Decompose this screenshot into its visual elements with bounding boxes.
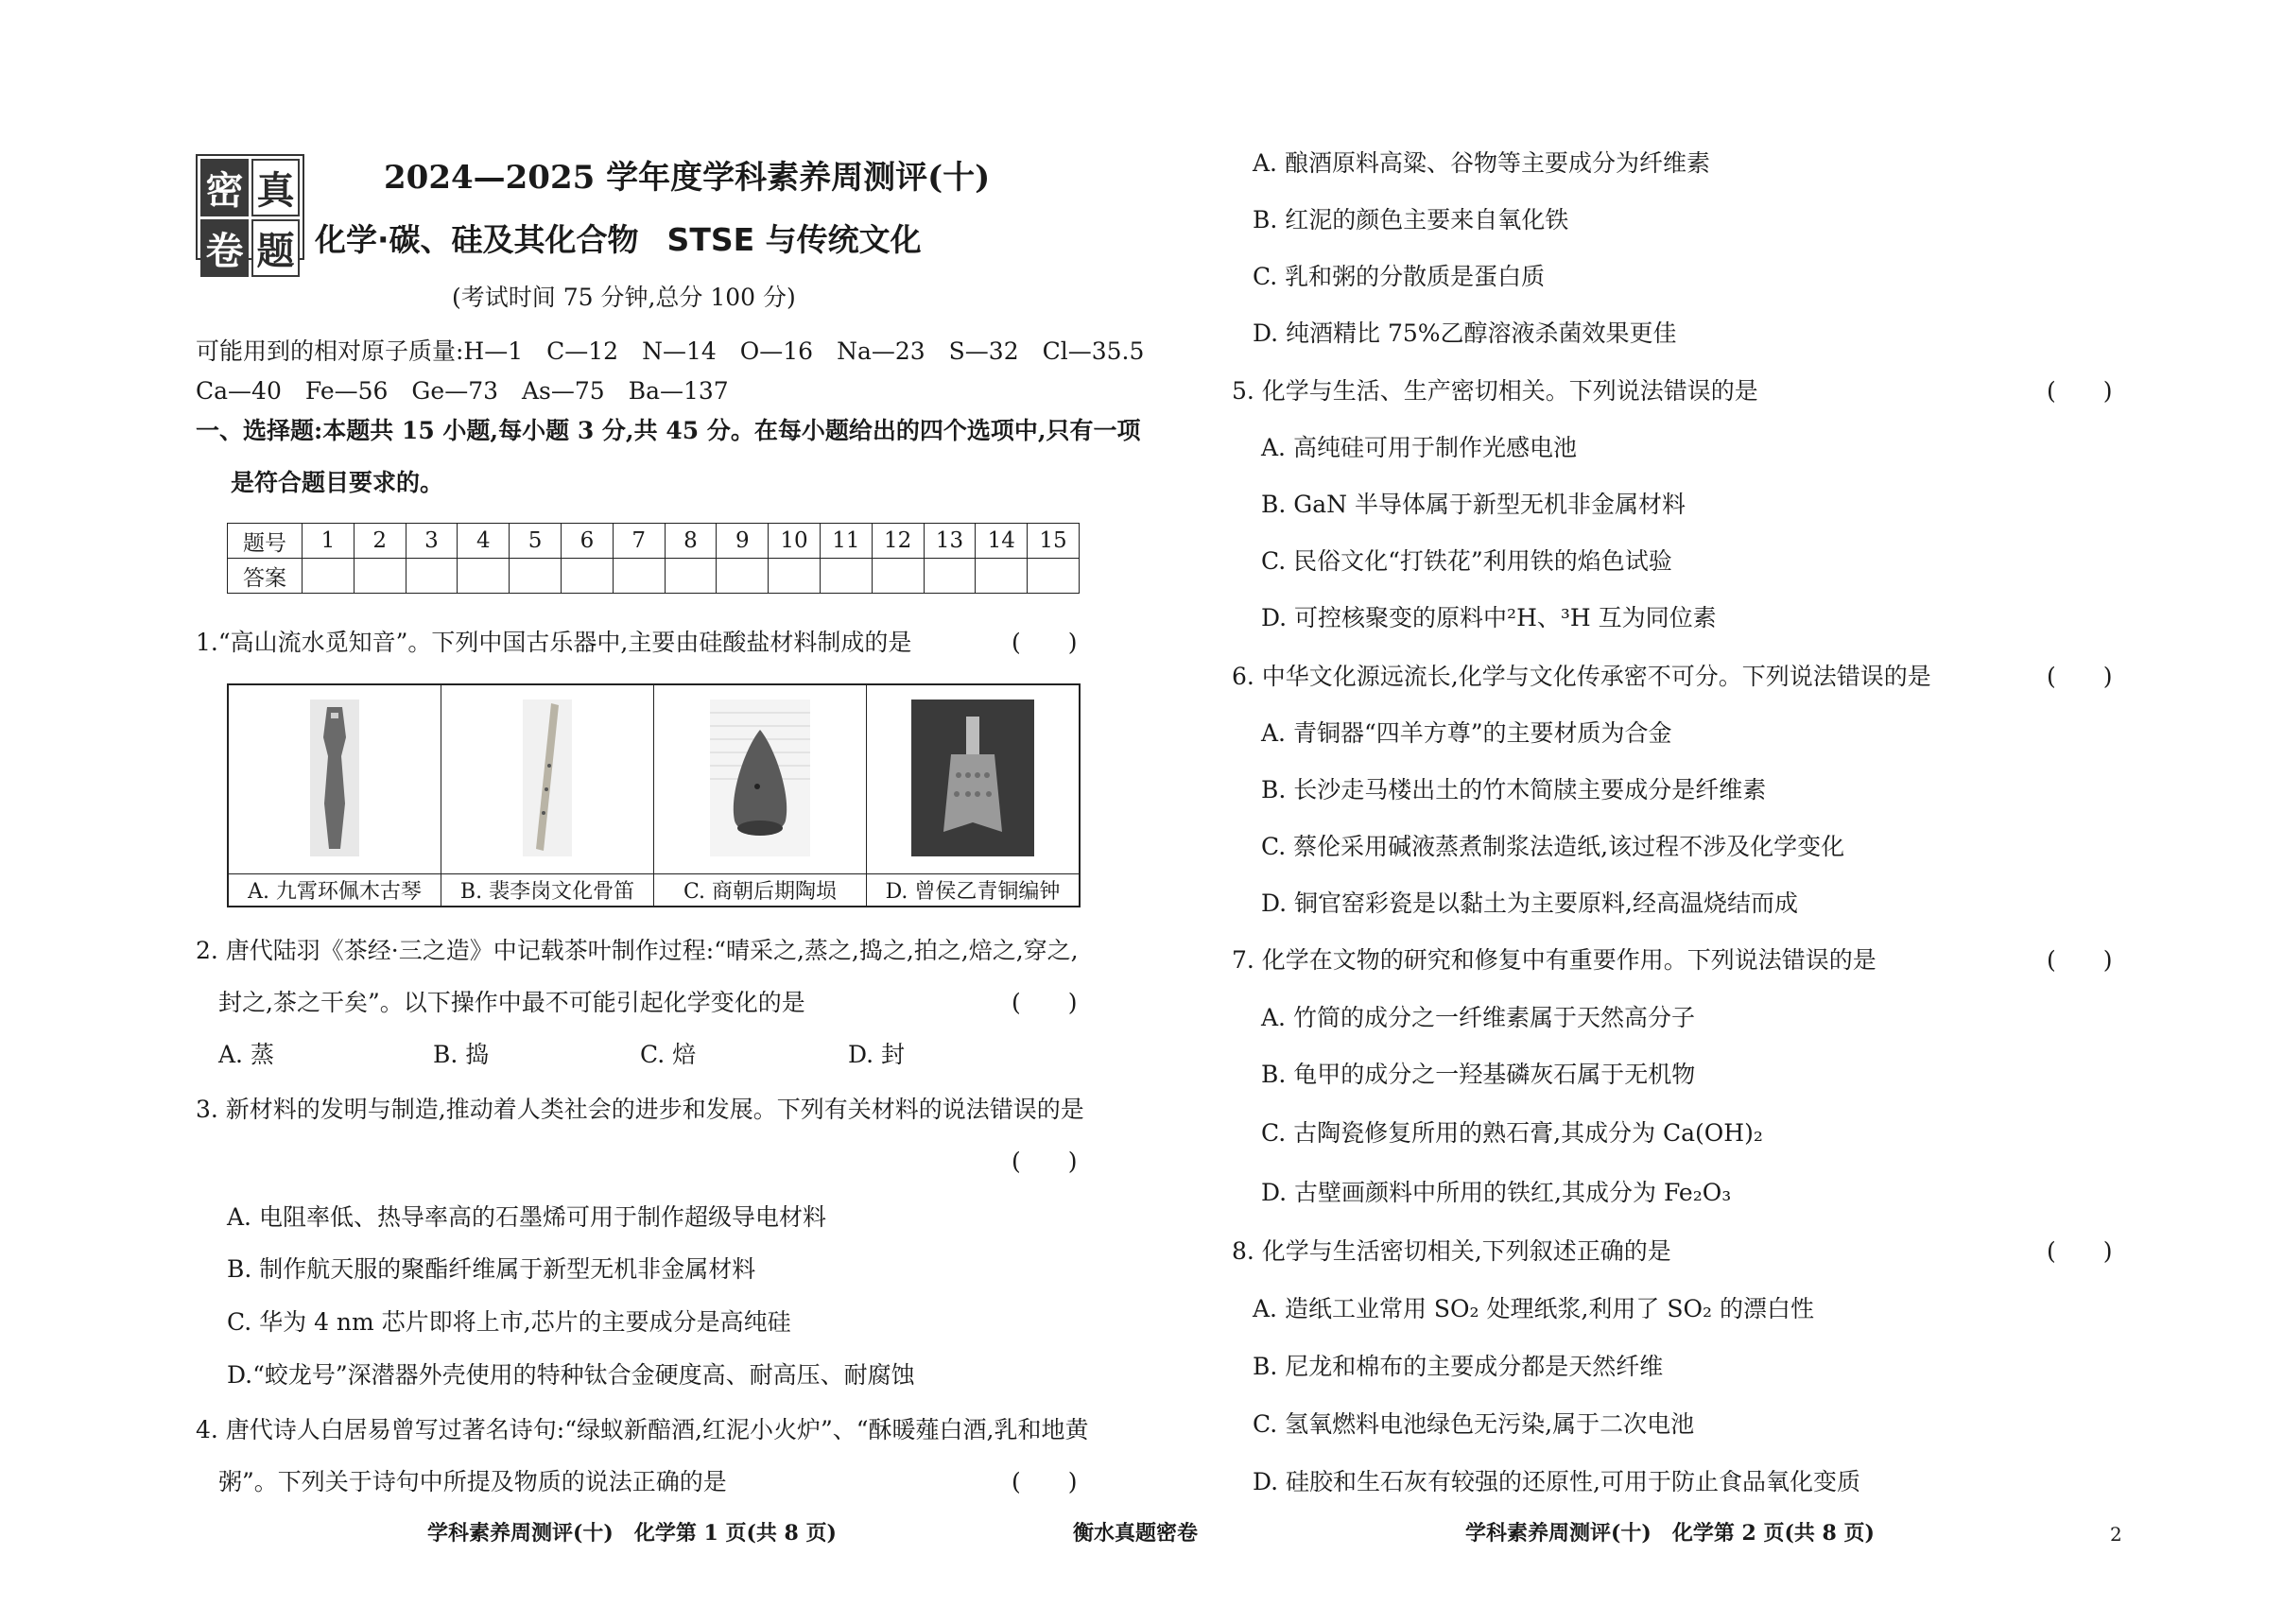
answer-bracket: ( ): [1012, 1468, 1078, 1495]
footer-left: 学科素养周测评(十) 化学第 1 页(共 8 页): [427, 1521, 837, 1546]
answer-bracket: ( ): [1012, 989, 1078, 1016]
instrument-cell: [441, 685, 654, 906]
table-row: [228, 524, 1080, 559]
option-c: C. 蔡伦采用碱液蒸煮制浆法造纸,该过程不涉及化学变化: [1261, 833, 1845, 860]
answer-bracket: ( ): [2047, 1237, 2113, 1265]
answer-cell[interactable]: [820, 559, 872, 594]
question-number-cell: 4: [458, 524, 510, 559]
option-c: C. 氢氧燃料电池绿色无污染,属于二次电池: [1253, 1410, 1695, 1438]
logo-char: 题: [251, 219, 300, 277]
answer-bracket: ( ): [2047, 663, 2113, 690]
option-a: A. 青铜器“四羊方尊”的主要材质为合金: [1261, 719, 1672, 747]
guqin-image: [310, 700, 359, 856]
question-number-cell: 2: [354, 524, 406, 559]
option-c: C. 焙: [640, 1041, 697, 1068]
answer-cell[interactable]: [872, 559, 924, 594]
option-d: D. 封: [848, 1041, 906, 1068]
option-b: B. 长沙走马楼出土的竹木简牍主要成分是纤维素: [1261, 776, 1767, 803]
answer-table: [227, 523, 1080, 594]
answer-cell[interactable]: [354, 559, 406, 594]
answer-cell[interactable]: [561, 559, 613, 594]
answer-cell[interactable]: [769, 559, 821, 594]
question-number-cell: 5: [510, 524, 562, 559]
logo: [196, 154, 304, 273]
atomic-masses-line2: Ca—40 Fe—56 Ge—73 As—75 Ba—137: [196, 377, 729, 405]
table-header-cell: 题号: [228, 524, 303, 559]
option-a: A. 电阻率低、热导率高的石墨烯可用于制作超级导电材料: [227, 1203, 826, 1231]
subject-name: 化学·碳、硅及其化合物: [315, 221, 639, 258]
question-2-line2: 封之,茶之干矣”。以下操作中最不可能引起化学变化的是: [218, 989, 805, 1016]
subject-title: [315, 216, 922, 260]
answer-bracket: ( ): [1012, 629, 1078, 656]
page-title: 2024—2025 学年度学科素养周测评(十): [384, 159, 991, 197]
option-b: B. 制作航天服的聚酯纤维属于新型无机非金属材料: [227, 1255, 756, 1283]
option-c: C. 乳和粥的分散质是蛋白质: [1253, 263, 1546, 290]
answer-cell[interactable]: [924, 559, 976, 594]
question-4-line1: 4. 唐代诗人白居易曾写过著名诗句:“绿蚁新醅酒,红泥小火炉”、“酥暖薤白酒,乳和地黄: [196, 1416, 1089, 1443]
exam-info: (考试时间 75 分钟,总分 100 分): [452, 284, 796, 311]
question-7-stem: 7. 化学在文物的研究和修复中有重要作用。下列说法错误的是: [1232, 946, 1877, 974]
answer-cell[interactable]: [303, 559, 355, 594]
question-2-line1: 2. 唐代陆羽《茶经·三之造》中记载茶叶制作过程:“晴采之,蒸之,捣之,拍之,焙之,穿之,: [196, 937, 1079, 964]
option-c: C. 华为 4 nm 芯片即将上市,芯片的主要成分是高纯硅: [227, 1308, 791, 1336]
option-d: D.“蛟龙号”深潜器外壳使用的特种钛合金硬度高、耐高压、耐腐蚀: [227, 1361, 915, 1389]
option-a: A. 高纯硅可用于制作光感电池: [1261, 434, 1577, 461]
instrument-cell: [229, 685, 441, 906]
question-number-cell: 6: [561, 524, 613, 559]
table-row: [228, 559, 1080, 594]
question-number-cell: 8: [665, 524, 717, 559]
logo-char: 密: [200, 159, 249, 216]
option-a: A. 蒸: [218, 1041, 274, 1068]
option-caption: D. 曾侯乙青铜编钟: [867, 873, 1079, 906]
question-number-cell: 9: [717, 524, 769, 559]
question-1-stem: 1.“高山流水觅知音”。下列中国古乐器中,主要由硅酸盐材料制成的是: [196, 629, 912, 656]
instrument-table: [227, 683, 1081, 907]
option-d: D. 硅胶和生石灰有较强的还原性,可用于防止食品氧化变质: [1253, 1468, 1860, 1495]
section-header-line1: 一、选择题:本题共 15 小题,每小题 3 分,共 45 分。在每小题给出的四个选项中,只有一项: [196, 417, 1141, 444]
option-a: A. 竹简的成分之一纤维素属于天然高分子: [1261, 1004, 1695, 1031]
question-8-stem: 8. 化学与生活密切相关,下列叙述正确的是: [1232, 1237, 1671, 1265]
question-number-cell: 11: [820, 524, 872, 559]
table-header-cell: 答案: [228, 559, 303, 594]
answer-cell[interactable]: [458, 559, 510, 594]
option-caption: B. 裴李岗文化骨笛: [441, 873, 653, 906]
instrument-cell: [654, 685, 867, 906]
option-b: B. GaN 半导体属于新型无机非金属材料: [1261, 491, 1686, 518]
question-number-cell: 14: [976, 524, 1028, 559]
question-number-cell: 3: [406, 524, 458, 559]
atomic-masses-line1: 可能用到的相对原子质量:H—1 C—12 N—14 O—16 Na—23 S—32 Cl—35.5: [196, 337, 1145, 365]
page-number: 2: [2110, 1523, 2122, 1546]
option-c: C. 民俗文化“打铁花”利用铁的焰色试验: [1261, 547, 1672, 575]
question-number-cell: 7: [613, 524, 665, 559]
section-header-line2: 是符合题目要求的。: [231, 469, 444, 496]
question-number-cell: 10: [769, 524, 821, 559]
answer-cell[interactable]: [717, 559, 769, 594]
topic-name: STSE 与传统文化: [666, 221, 922, 258]
option-a: A. 造纸工业常用 SO₂ 处理纸浆,利用了 SO₂ 的漂白性: [1253, 1295, 1814, 1322]
answer-cell[interactable]: [976, 559, 1028, 594]
answer-cell[interactable]: [406, 559, 458, 594]
question-3-stem: 3. 新材料的发明与制造,推动着人类社会的进步和发展。下列有关材料的说法错误的是: [196, 1096, 1084, 1123]
option-a: A. 酿酒原料高粱、谷物等主要成分为纤维素: [1253, 149, 1710, 177]
question-4-line2: 粥”。下列关于诗句中所提及物质的说法正确的是: [218, 1468, 727, 1495]
option-b: B. 捣: [433, 1041, 490, 1068]
answer-cell[interactable]: [1028, 559, 1080, 594]
option-caption: A. 九霄环佩木古琴: [229, 873, 441, 906]
question-number-cell: 12: [872, 524, 924, 559]
answer-bracket: ( ): [1012, 1148, 1078, 1175]
instrument-cell: [867, 685, 1079, 906]
option-d: D. 古壁画颜料中所用的铁红,其成分为 Fe₂O₃: [1261, 1179, 1732, 1206]
answer-cell[interactable]: [510, 559, 562, 594]
question-6-stem: 6. 中华文化源远流长,化学与文化传承密不可分。下列说法错误的是: [1232, 663, 1931, 690]
option-b: B. 尼龙和棉布的主要成分都是天然纤维: [1253, 1353, 1664, 1380]
logo-char: 真: [251, 159, 300, 216]
option-d: D. 可控核聚变的原料中²H、³H 互为同位素: [1261, 604, 1717, 631]
option-caption: C. 商朝后期陶埙: [654, 873, 866, 906]
bone-flute-image: [523, 700, 572, 856]
bronze-bell-image: [911, 700, 1034, 856]
option-d: D. 铜官窑彩瓷是以黏土为主要原料,经高温烧结而成: [1261, 890, 1798, 917]
answer-bracket: ( ): [2047, 377, 2113, 405]
logo-char: 卷: [200, 219, 249, 277]
footer-right: 学科素养周测评(十) 化学第 2 页(共 8 页): [1465, 1521, 1875, 1546]
question-number-cell: 1: [303, 524, 355, 559]
option-c: C. 古陶瓷修复所用的熟石膏,其成分为 Ca(OH)₂: [1261, 1119, 1763, 1147]
question-number-cell: 13: [924, 524, 976, 559]
question-5-stem: 5. 化学与生活、生产密切相关。下列说法错误的是: [1232, 377, 1758, 405]
clay-xun-image: [710, 700, 810, 856]
answer-bracket: ( ): [2047, 946, 2113, 974]
option-d: D. 纯酒精比 75%乙醇溶液杀菌效果更佳: [1253, 320, 1677, 347]
answer-cell[interactable]: [665, 559, 717, 594]
answer-cell[interactable]: [613, 559, 665, 594]
question-number-cell: 15: [1028, 524, 1080, 559]
option-b: B. 龟甲的成分之一羟基磷灰石属于无机物: [1261, 1061, 1696, 1088]
footer-center: 衡水真题密卷: [1073, 1521, 1199, 1546]
option-b: B. 红泥的颜色主要来自氧化铁: [1253, 206, 1569, 233]
